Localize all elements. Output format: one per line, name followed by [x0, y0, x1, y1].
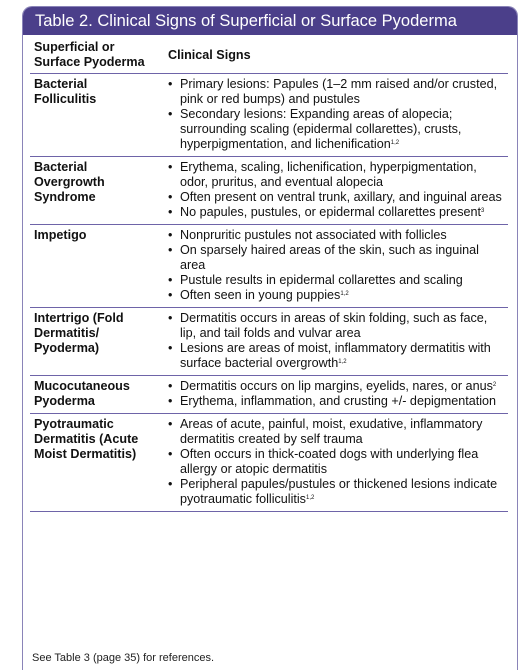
table-header-row — [30, 38, 508, 74]
sign-text: Peripheral papules/pustules or thickened lesions indicate pyotraumatic folliculitis — [180, 477, 498, 506]
sign-text: Dermatitis occurs in areas of skin folding, such as face, lip, and tail folds and vulvar area — [180, 311, 488, 340]
table-frame — [22, 6, 518, 670]
sign-text: Erythema, scaling, lichenification, hyperpigmentation, odor, pruritus, and eventual alopecia — [180, 160, 477, 189]
table-row — [30, 376, 508, 414]
footnote: See Table 3 (page 35) for references. — [32, 652, 215, 664]
condition-name: Bacterial Overgrowth Syndrome — [30, 157, 154, 225]
header-condition: Superficial or Surface Pyoderma — [30, 38, 154, 74]
signs-list — [168, 311, 506, 371]
table-body — [30, 74, 508, 512]
table-row — [30, 157, 508, 225]
condition-name: Pyotraumatic Dermatitis (Acute Moist Dermatitis) — [30, 414, 154, 512]
sign-item — [168, 288, 506, 303]
sign-text: Often seen in young puppies — [180, 288, 341, 302]
signs-list — [168, 379, 506, 409]
sign-item — [168, 205, 506, 220]
reference-superscript: 3 — [481, 208, 485, 214]
clinical-signs-cell — [154, 414, 508, 512]
sign-text: Pustule results in epidermal collarettes and scaling — [180, 273, 463, 287]
clinical-signs-cell — [154, 376, 508, 414]
condition-name: Bacterial Folliculitis — [30, 74, 154, 157]
sign-text: Areas of acute, painful, moist, exudative, inflammatory dermatitis created by self trauma — [180, 417, 483, 446]
sign-text: Primary lesions: Papules (1–2 mm raised and/or crusted, pink or red bumps) and pustules — [180, 77, 498, 106]
table-row — [30, 308, 508, 376]
header-clinical-signs: Clinical Signs — [154, 38, 508, 74]
signs-list — [168, 77, 506, 152]
sign-text: Nonpruritic pustules not associated with follicles — [180, 228, 447, 242]
signs-list — [168, 160, 506, 220]
clinical-signs-table — [30, 38, 508, 512]
sign-item — [168, 341, 506, 371]
reference-superscript: 1,2 — [305, 495, 315, 501]
reference-superscript: 1,2 — [338, 359, 347, 365]
sign-text: Often present on ventral trunk, axillary, and inguinal areas — [180, 190, 502, 204]
table-row — [30, 225, 508, 308]
table-row — [30, 414, 508, 512]
signs-list — [168, 228, 506, 303]
sign-item — [168, 107, 506, 152]
table-title: Table 2. Clinical Signs of Superficial or Surface Pyoderma — [23, 7, 517, 35]
sign-item — [168, 243, 506, 273]
sign-item — [168, 273, 506, 288]
sign-text: No papules, pustules, or epidermal collarettes present — [180, 205, 482, 219]
sign-text: Dermatitis occurs on lip margins, eyelids, nares, or anus — [180, 379, 493, 393]
sign-item — [168, 394, 506, 409]
reference-superscript: 1,2 — [390, 140, 400, 146]
sign-item — [168, 190, 506, 205]
sign-text: On sparsely haired areas of the skin, such as inguinal area — [180, 243, 479, 272]
condition-name: Mucocutaneous Pyoderma — [30, 376, 154, 414]
table-row — [30, 74, 508, 157]
signs-list — [168, 417, 506, 507]
sign-text: Often occurs in thick-coated dogs with underlying flea allergy or atopic dermatitis — [180, 447, 479, 476]
reference-superscript: 2 — [492, 382, 497, 388]
condition-name: Intertrigo (Fold Dermatitis/ Pyoderma) — [30, 308, 154, 376]
sign-text: Erythema, inflammation, and crusting +/- depigmentation — [180, 394, 497, 408]
sign-item — [168, 379, 506, 394]
sign-item — [168, 477, 506, 507]
clinical-signs-cell — [154, 74, 508, 157]
sign-item — [168, 311, 506, 341]
clinical-signs-cell — [154, 308, 508, 376]
sign-item — [168, 417, 506, 447]
condition-name: Impetigo — [30, 225, 154, 308]
sign-text: Secondary lesions: Expanding areas of alopecia; surrounding scaling (epidermal collarettes), crusts, hyperpigmentation, and lichenification — [180, 107, 462, 151]
sign-text: Lesions are areas of moist, inflammatory dermatitis with surface bacterial overgrowth — [180, 341, 491, 370]
clinical-signs-cell — [154, 225, 508, 308]
reference-superscript: 1,2 — [340, 291, 349, 297]
sign-item — [168, 77, 506, 107]
sign-item — [168, 228, 506, 243]
sign-item — [168, 447, 506, 477]
sign-item — [168, 160, 506, 190]
clinical-signs-cell — [154, 157, 508, 225]
